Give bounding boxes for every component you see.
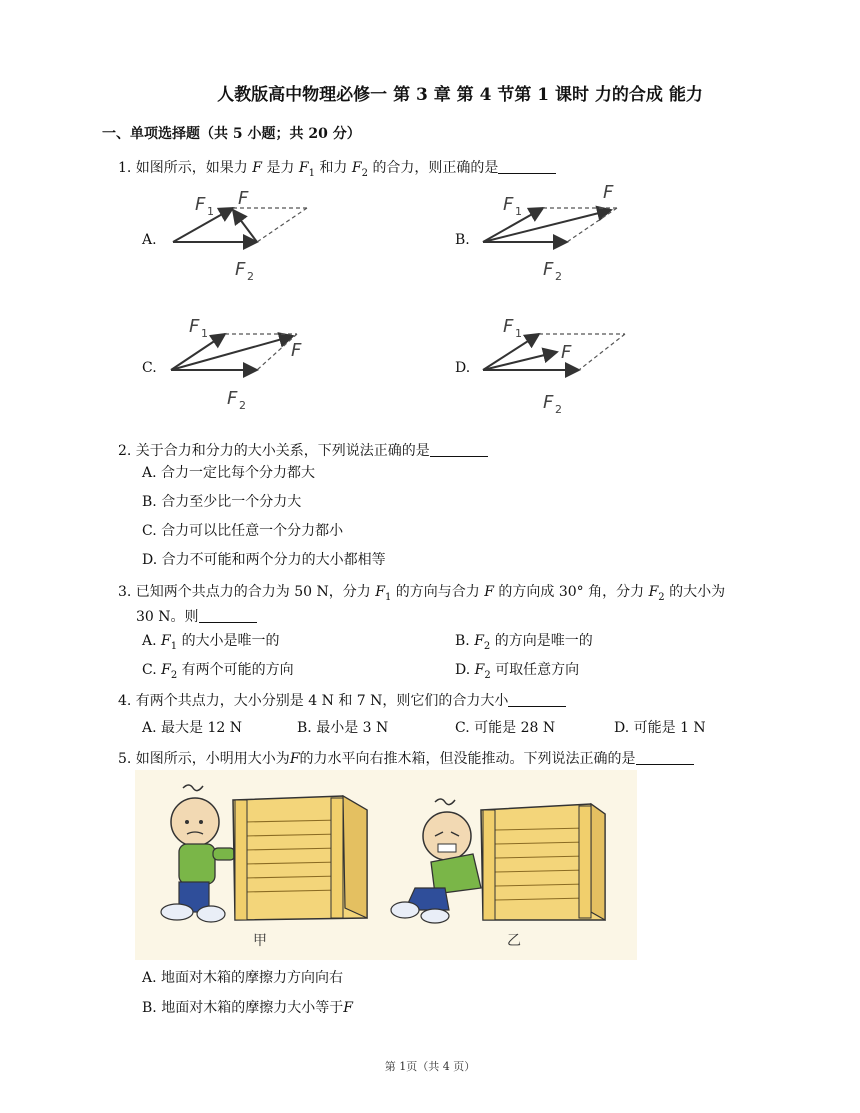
svg-text:F: F [603,182,614,203]
svg-text:F: F [227,388,238,409]
section-heading: 一、单项选择题（共 5 小题；共 20 分） [102,126,361,142]
svg-text:F: F [543,392,554,413]
q5-option-a[interactable]: A. 地面对木箱的摩擦力方向向右 [142,970,344,986]
svg-text:F: F [189,316,200,337]
svg-text:1: 1 [515,205,522,218]
q1-option-d-label[interactable]: D. [455,360,471,376]
q4-option-a[interactable]: A. 最大是 12 N [142,720,242,736]
svg-text:F: F [543,259,554,280]
svg-text:1: 1 [207,205,214,218]
q2-option-d[interactable]: D. 合力不可能和两个分力的大小都相等 [142,552,386,568]
crate-right [481,804,605,920]
svg-text:F: F [503,316,514,337]
svg-text:F: F [235,259,246,280]
q1-figure-b [475,180,635,290]
q1-figure-a [165,180,325,290]
q1-option-a-label[interactable]: A. [142,232,157,248]
question-1-stem: 1. 如图所示，如果力 F 是力 $F_1$ 和力 $F_2$ 的合力，则正确的是 [118,157,556,179]
q4-option-c[interactable]: C. 可能是 28 N [455,720,556,736]
svg-text:2: 2 [247,270,254,283]
svg-text:F: F [503,194,514,215]
q3-option-a[interactable]: A. $F_1$ 的大小是唯一的 [142,633,280,652]
page-title: 人教版高中物理必修一 第 3 章 第 4 节第 1 课时 力的合成 能力 [217,85,703,105]
q2-option-b[interactable]: B. 合力至少比一个分力大 [142,494,302,510]
q5-illustration [135,770,637,960]
q1-figure-c [165,308,325,418]
page-footer: 第 1页（共 4 页） [384,1060,476,1073]
q4-option-b[interactable]: B. 最小是 3 N [297,720,389,736]
svg-text:2: 2 [555,270,562,283]
fig-label-right: 乙 [507,933,521,949]
q2-option-a[interactable]: A. 合力一定比每个分力都大 [142,465,316,481]
q4-option-d[interactable]: D. 可能是 1 N [614,720,706,736]
svg-text:F: F [291,340,302,361]
q5-option-b[interactable]: B. 地面对木箱的摩擦力大小等于F [142,1000,353,1016]
svg-text:F: F [561,342,572,363]
svg-text:1: 1 [201,327,208,340]
q3-option-b[interactable]: B. $F_2$ 的方向是唯一的 [455,633,593,652]
question-2-stem: 2. 关于合力和分力的大小关系，下列说法正确的是 [118,440,488,460]
q1-option-c-label[interactable]: C. [142,360,157,376]
q2-option-c[interactable]: C. 合力可以比任意一个分力都小 [142,523,344,539]
crate-left [233,796,367,920]
svg-text:1: 1 [515,327,522,340]
svg-text:2: 2 [239,399,246,412]
question-5-stem: 5. 如图所示，小明用大小为F的力水平向右推木箱，但没能推动。下列说法正确的是 [118,748,694,768]
question-3-stem-line2: 30 N。则 [136,606,257,626]
question-3-stem: 3. 已知两个共点力的合力为 50 N，分力 $F_1$ 的方向与合力 F 的方向成 30° 角，分力 $F_2$ 的大小为 [118,584,726,603]
q3-option-d[interactable]: D. $F_2$ 可取任意方向 [455,662,580,681]
fig-label-left: 甲 [253,933,267,949]
fig-a-f1: F [195,194,206,215]
svg-text:F: F [238,188,249,209]
q1-figure-d [475,308,635,418]
question-4-stem: 4. 有两个共点力，大小分别是 4 N 和 7 N，则它们的合力大小 [118,690,566,710]
q3-option-c[interactable]: C. $F_2$ 有两个可能的方向 [142,662,294,681]
q1-option-b-label[interactable]: B. [455,232,470,248]
svg-text:2: 2 [555,403,562,416]
